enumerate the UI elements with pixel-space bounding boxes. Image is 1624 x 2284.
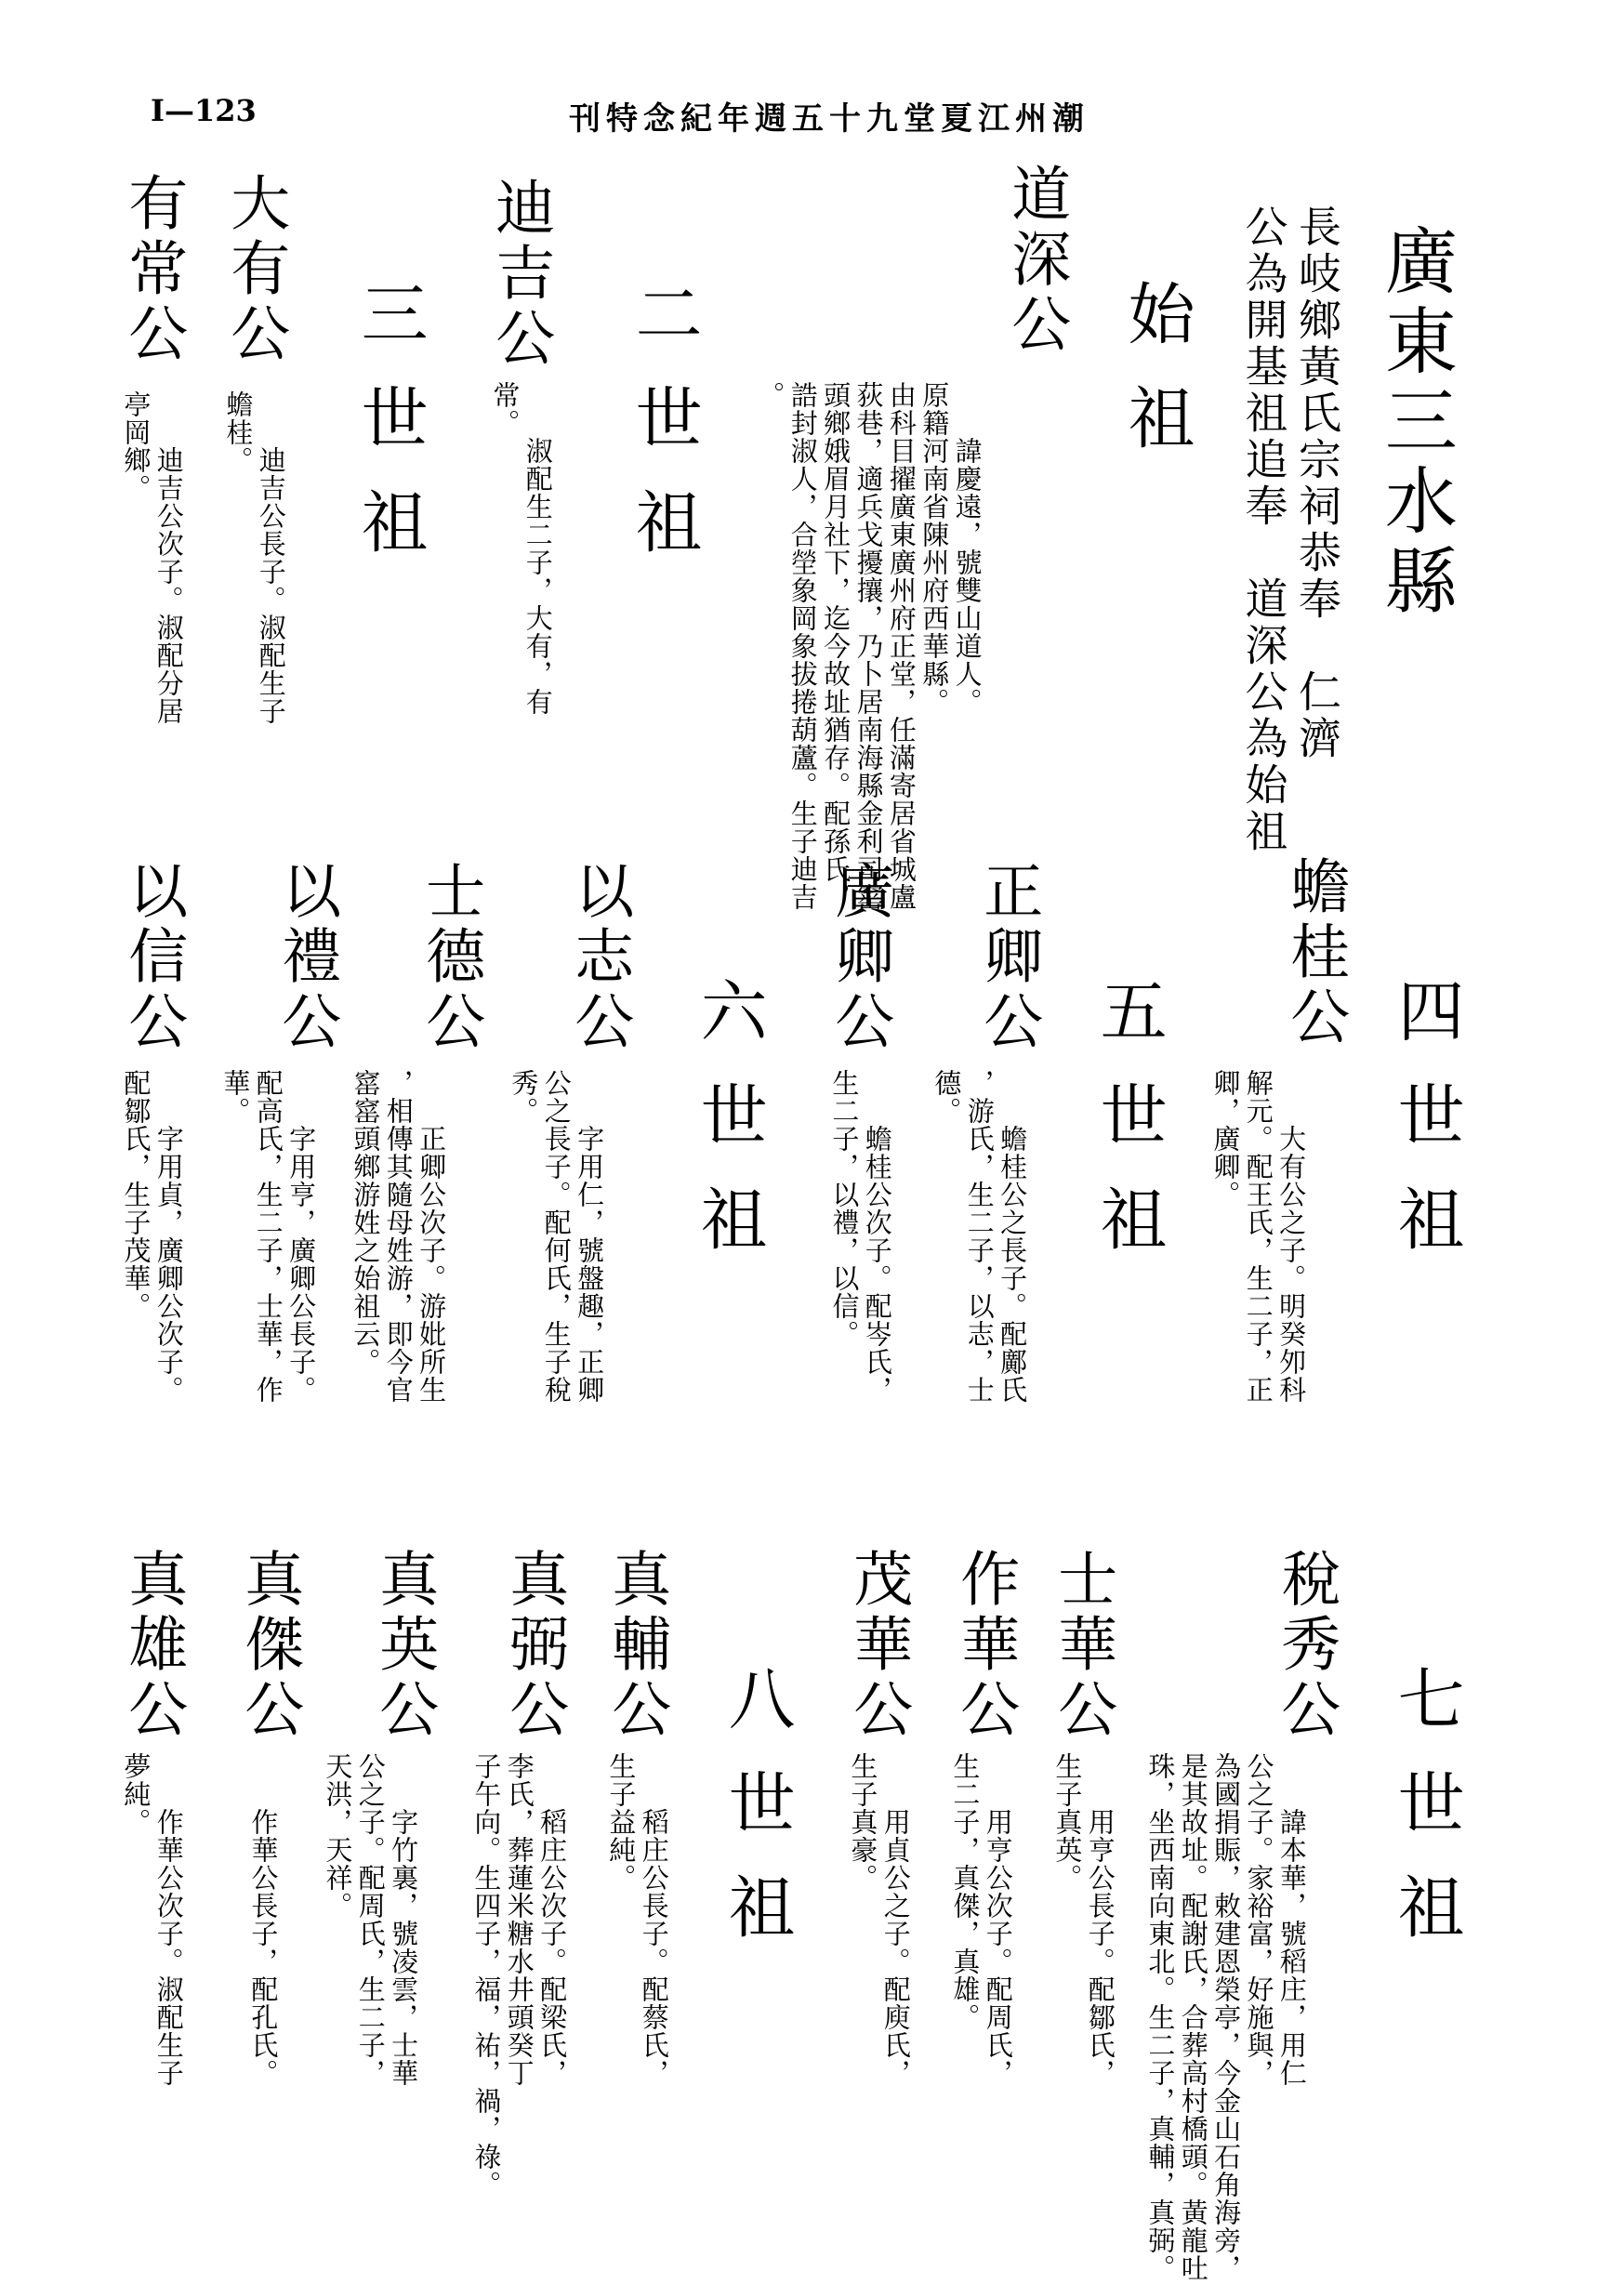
ancestor-note-changui: 大有公之子。明癸夘科 解元。配王氏，生二子，正 卿，廣卿。 (1209, 1069, 1308, 1404)
ancestor-note-youchang: 迪吉公次子。淑配分居 亭岡鄉。 (120, 390, 185, 725)
ancestor-name-shuixiu: 稅秀公 (1271, 1548, 1340, 1743)
ancestor-name-yixin: 以信公 (118, 860, 188, 1055)
ancestor-name-zhenfu: 真輔公 (601, 1548, 671, 1743)
ancestor-note-maohua: 用貞公之子。配庾氏， 生子真豪。 (847, 1752, 912, 2087)
section-title: 廣東三水縣 (1372, 223, 1457, 623)
ancestor-note-yizhi: 字用仁，號盤趣，正卿 公之長子。配何氏，生子稅 秀。 (508, 1069, 606, 1404)
ancestor-name-zhenying: 真英公 (369, 1548, 439, 1743)
ancestor-name-zuohua: 作華公 (950, 1548, 1020, 1743)
ancestor-name-guangqing: 廣卿公 (825, 860, 894, 1055)
gen-heading-7: 七世祖 (1386, 1664, 1465, 1976)
ancestor-note-guangqing: 蟾桂公次子。配岑氏， 生二子，以禮，以信。 (828, 1069, 893, 1404)
ancestor-note-zuohua: 用亨公次子。配周氏， 生二子，真傑，真雄。 (949, 1752, 1014, 2087)
ancestor-name-changui: 蟾桂公 (1280, 855, 1350, 1050)
gen-heading-4: 四世祖 (1386, 976, 1465, 1288)
ancestor-name-youchang: 有常公 (118, 172, 188, 367)
ancestor-note-shide: 正卿公次子。游妣所生 ，相傳其隨母姓游，即今官 窰窰頭鄉游姓之始祖云。 (350, 1069, 448, 1404)
ancestor-note-zhenxiong: 作華公次子。淑配生子 夢純。 (120, 1752, 185, 2087)
ancestor-name-shihua: 士華公 (1048, 1548, 1117, 1743)
ancestor-note-zhenying: 字竹裏，號凌雲，士華 公之子。配周氏，生二子， 天洪，天祥。 (322, 1752, 420, 2087)
ancestor-note-diji: 淑配生二子，大有，有 常。 (489, 381, 554, 716)
ancestor-note-daoshen: 諱慶遠，號雙山道人。 原籍河南省陳州府西華縣。 由科目擢廣東廣州府正堂，任滿寄居省城盧 荻巷，適兵戈擾攘，乃卜居南海縣金利司窰 頭鄉娥眉月社下，迄今故址猶存。配孫氏， 誥封淑人，合塋象岡象拔捲葫蘆。生子迪吉 。 (754, 381, 984, 911)
page-number: I—123 (151, 93, 257, 128)
ancestor-note-yili: 字用亨，廣卿公長子。 配高氏，生二子，士華，作 華。 (219, 1069, 318, 1404)
ancestor-note-zhengqing: 蟾桂公之長子。配鄺氏 ，游氏，生二子，以志，士 德。 (931, 1069, 1029, 1404)
running-title: 刊特念紀年週五十九堂夏江州潮 (569, 100, 1089, 138)
gen-heading-5: 五世祖 (1089, 976, 1168, 1288)
ancestor-name-dayou: 大有公 (220, 172, 290, 367)
ancestor-note-shihua: 用亨公長子。配鄒氏， 生子真英。 (1051, 1752, 1116, 2087)
ancestor-name-zhengqing: 正卿公 (973, 860, 1043, 1055)
ancestor-note-shuixiu: 諱本華，號稻庄，用仁 公之子。家裕富，好施與， 為國捐賑，敕建恩榮亭，今金山石角海旁， 是其故址。配謝氏，合葬高村橋頭。黃龍吐 珠，坐西南向東北。生二子，真輔，真弼。 (1144, 1752, 1308, 2282)
ancestor-name-maohua: 茂華公 (843, 1548, 913, 1743)
ancestor-name-yizhi: 以志公 (564, 860, 634, 1055)
ancestor-name-yili: 以禮公 (271, 860, 341, 1055)
ancestor-name-zhenjie: 真傑公 (234, 1548, 304, 1743)
ancestor-note-dayou: 迪吉公長子。淑配生子 蟾桂。 (222, 390, 287, 725)
ancestor-note-yixin: 字用貞，廣卿公次子。 配鄒氏，生子茂華。 (120, 1069, 185, 1404)
gen-heading-6: 六世祖 (689, 976, 768, 1288)
gen-heading-founder: 始祖 (1116, 279, 1195, 487)
ancestor-name-zhenxiong: 真雄公 (118, 1548, 188, 1743)
ancestor-note-zhenfu: 稻庄公長子。配蔡氏， 生子益純。 (605, 1752, 670, 2087)
ancestor-name-zhenbi: 真弼公 (499, 1548, 569, 1743)
gen-heading-8: 八世祖 (717, 1664, 796, 1976)
intro-text: 長岐鄉黃氏宗祠恭奉 仁濟 公為開基祖追奉 道深公為始祖 (1238, 205, 1342, 855)
ancestor-name-shide: 士德公 (416, 860, 485, 1055)
ancestor-name-diji: 迪吉公 (485, 177, 555, 372)
ancestor-note-zhenbi: 稻庄公次子。配梁氏， 李氏，葬蓮米糖水井頭癸丁 子午向。生四子，福，祐，禍，祿。 (470, 1752, 569, 2198)
gen-heading-2: 二世祖 (624, 279, 703, 591)
ancestor-name-daoshen: 道深公 (1001, 163, 1071, 358)
ancestor-note-zhenjie: 作華公長子，配孔氏。 (247, 1752, 280, 2087)
gen-heading-3: 三世祖 (350, 279, 429, 591)
